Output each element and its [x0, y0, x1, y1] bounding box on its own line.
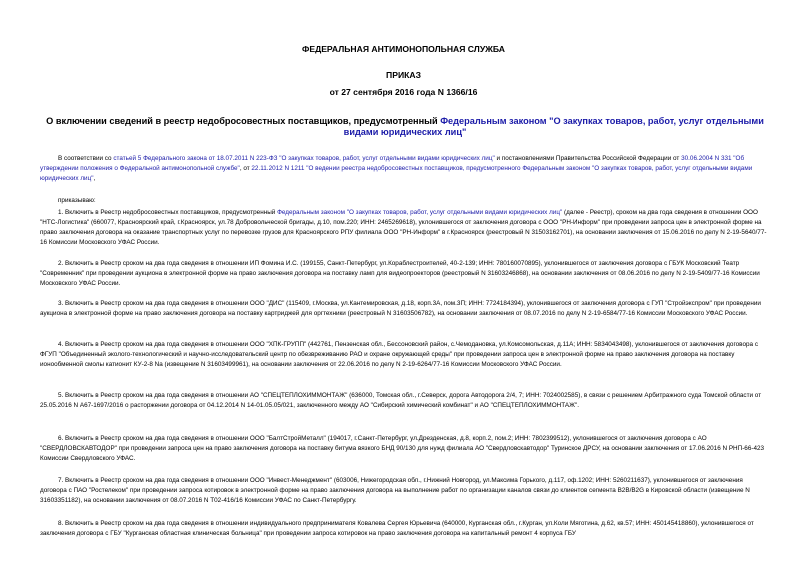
decree-1211-link[interactable]: 22.11.2012 N 1211 "О ведении реестра недобросовестных поставщиков, предусмотренного Федеральным законом "О закупках товаров, работ, услуг отдельными видами юридических лиц"	[40, 165, 753, 182]
order-item-4: 4. Включить в Реестр сроком на два года сведения в отношении ООО "ХПК-ГРУПП" (442761, Пензенская обл., Бессоновский район, с.Чемодановка, ул.Комсомольская, д.11А; ИНН: 5834043498), уклонившегося от заключения договора с ФГУП "Объединенный эколого-технологический и научно-исследовательский центр по обезвреживанию РАО и охране окружающей среды" при проведении запроса цен в электронной форме на право заключения договора на поставку ионообменной смолы катионит КУ-2-8 Na (извещение N 31603499961), на основании заключения от 22.06.2016 по делу N 2-19-6264/77-16 Комиссии Московского УФАС России.	[40, 341, 758, 368]
decree-331-link[interactable]: 30.06.2004 N 331 "Об утверждении положения о Федеральной антимонопольной службе"	[40, 155, 745, 172]
order-item-7: 7. Включить в Реестр сроком на два года сведения в отношении ООО "Инвест-Менеджмент" (603006, Нижегородская обл., г.Нижний Новгород, ул.Максима Горького, д.117, оф.1202; ИНН: 5260211637), уклонившегося от заключения договора с ПАО "Ростелеком" при проведении запроса котировок в электронной форме на право заключения договора на выполнение работ по организации каналов связи до клиентов сегмента B2B/B2G в Кировской области (извещение N 31603351182), на основании заключения от 08.07.2016 N Т02-416/16 Комиссии УФАС по Санкт-Петербургу.	[40, 477, 750, 504]
order-item-5: 5. Включить в Реестр сроком на два года сведения в отношении АО "СПЕЦТЕПЛОХИММОНТАЖ" (636000, Томская обл., г.Северск, дорога Автодорога 2/4, 7; ИНН: 7024002585), в связи с решением Арбитражного суда Томской области от 25.05.2016 N А67-1697/2016 о расторжении договора от 04.12.2014 N 14-01.05.05/021, заключенного между АО "Сибирский химический комбинат" и АО "СПЕЦТЕПЛОХИММОНТАЖ".	[40, 392, 762, 409]
article-5-link[interactable]: статьей 5 Федерального закона от 18.07.2011 N 223-ФЗ "О закупках товаров, работ, услуг отдельными видами юридических лиц"	[113, 155, 495, 162]
item-1-text-b: (далее - Реестр), сроком на два года сведения в отношении ООО "НТС-Логистика" (660077, Красноярский край, г.Красноярск, ул.78 Добровольческой бригады, д.10, пом.220; ИНН: 2465269618), уклонившегося от заключения договора с ООО "РН-Информ" при проведении запроса цен в электронной форме на право заключения договора на оказание транспортных услуг по перевозке грузов для Красноярского РПУ филиала ООО "РН-Информ" в г.Красноярск (реестровый N 31503162701), на основании заключения от 15.06.2016 по делу N 2-19-5640/77-16 Комиссии Московского УФАС России.	[40, 209, 767, 246]
preamble-text-2: и постановлениями Правительства Российской Федерации от	[494, 155, 682, 162]
order-item-6: 6. Включить в Реестр сроком на два года сведения в отношении ООО "БалтСтройМеталл" (194017, г.Санкт-Петербург, ул.Дрезденская, д.8, корп.2, пом.2; ИНН: 7802399512), уклонившегося от заключения договора с АО "СВЕРДЛОВСКАВТОДОР" при проведении запроса цен на право заключения договора на поставку битума вязкого БНД 90/130 для нужд филиала АО "Свердловскавтодор" Туринское ДРСУ, на основании заключения от 17.06.2016 N РНП-66-423 Комиссии Свердловского УФАС.	[40, 435, 765, 462]
document-type: ПРИКАЗ	[386, 70, 421, 80]
item-1-text-a: 1. Включить в Реестр недобросовестных поставщиков, предусмотренный	[58, 209, 278, 216]
preamble-text-4: ,	[93, 175, 96, 182]
preamble-text-1: В соответствии со	[58, 155, 114, 162]
document-subject	[30, 116, 780, 138]
order-word: приказываю:	[58, 197, 96, 204]
order-item-3: 3. Включить в Реестр сроком на два года сведения в отношении ООО "ДИС" (115409, г.Москва, ул.Кантемировская, д.18, корп.3А, пом.3П; ИНН: 7724184394), уклонившегося от заключения договора с ГУП "Стройэкспром" при проведении аукциона в электронной форме на право заключения договора на поставку картриджей для оргтехники (реестровый N 31603506782), на основании заключения от 08.07.2016 по делу N 2-19-6584/77-16 Комиссии Московского УФАС России.	[40, 300, 761, 317]
preamble-paragraph	[40, 154, 770, 184]
preamble-text-3: , от	[239, 165, 252, 172]
item-1-law-link[interactable]: Федеральным законом "О закупках товаров, работ, услуг отдельными видами юридических лиц"	[277, 209, 563, 216]
order-item-2: 2. Включить в Реестр сроком на два года сведения в отношении ИП Фомина И.С. (199155, Санкт-Петербург, ул.Кораблестроителей, 40-2-139; ИНН: 780160070895), уклонившегося от заключения договора с ГБУК Московский Театр "Современник" при проведении аукциона в электронной форме на право заключения договора на поставку ламп для видеопроекторов (реестровый N 31603246868), на основании заключения от 08.06.2016 по делу N 2-19-5409/77-16 Комиссии Московского УФАС России.	[40, 260, 760, 287]
agency-title: ФЕДЕРАЛЬНАЯ АНТИМОНОПОЛЬНАЯ СЛУЖБА	[302, 44, 505, 54]
order-item-1	[40, 208, 770, 248]
subject-text: О включении сведений в реестр недобросовестных поставщиков, предусмотренный	[46, 116, 441, 126]
subject-law-link[interactable]: Федеральным законом "О закупках товаров, работ, услуг отдельными видами юридических лиц"	[343, 116, 764, 137]
document-date: от 27 сентября 2016 года N 1366/16	[329, 87, 478, 97]
order-item-8: 8. Включить в Реестр сроком на два года сведения в отношении индивидуального предпринимателя Ковалева Сергея Юрьевича (640000, Курганская обл., г.Курган, ул.Коли Мяготина, д.62, кв.57; ИНН: 450145418860), уклонившегося от заключения договора с ГБУ "Курганская областная клиническая больница" при проведении запроса котировок на право заключения договора на капитальный ремонт 4 корпуса ГБУ	[40, 520, 754, 537]
